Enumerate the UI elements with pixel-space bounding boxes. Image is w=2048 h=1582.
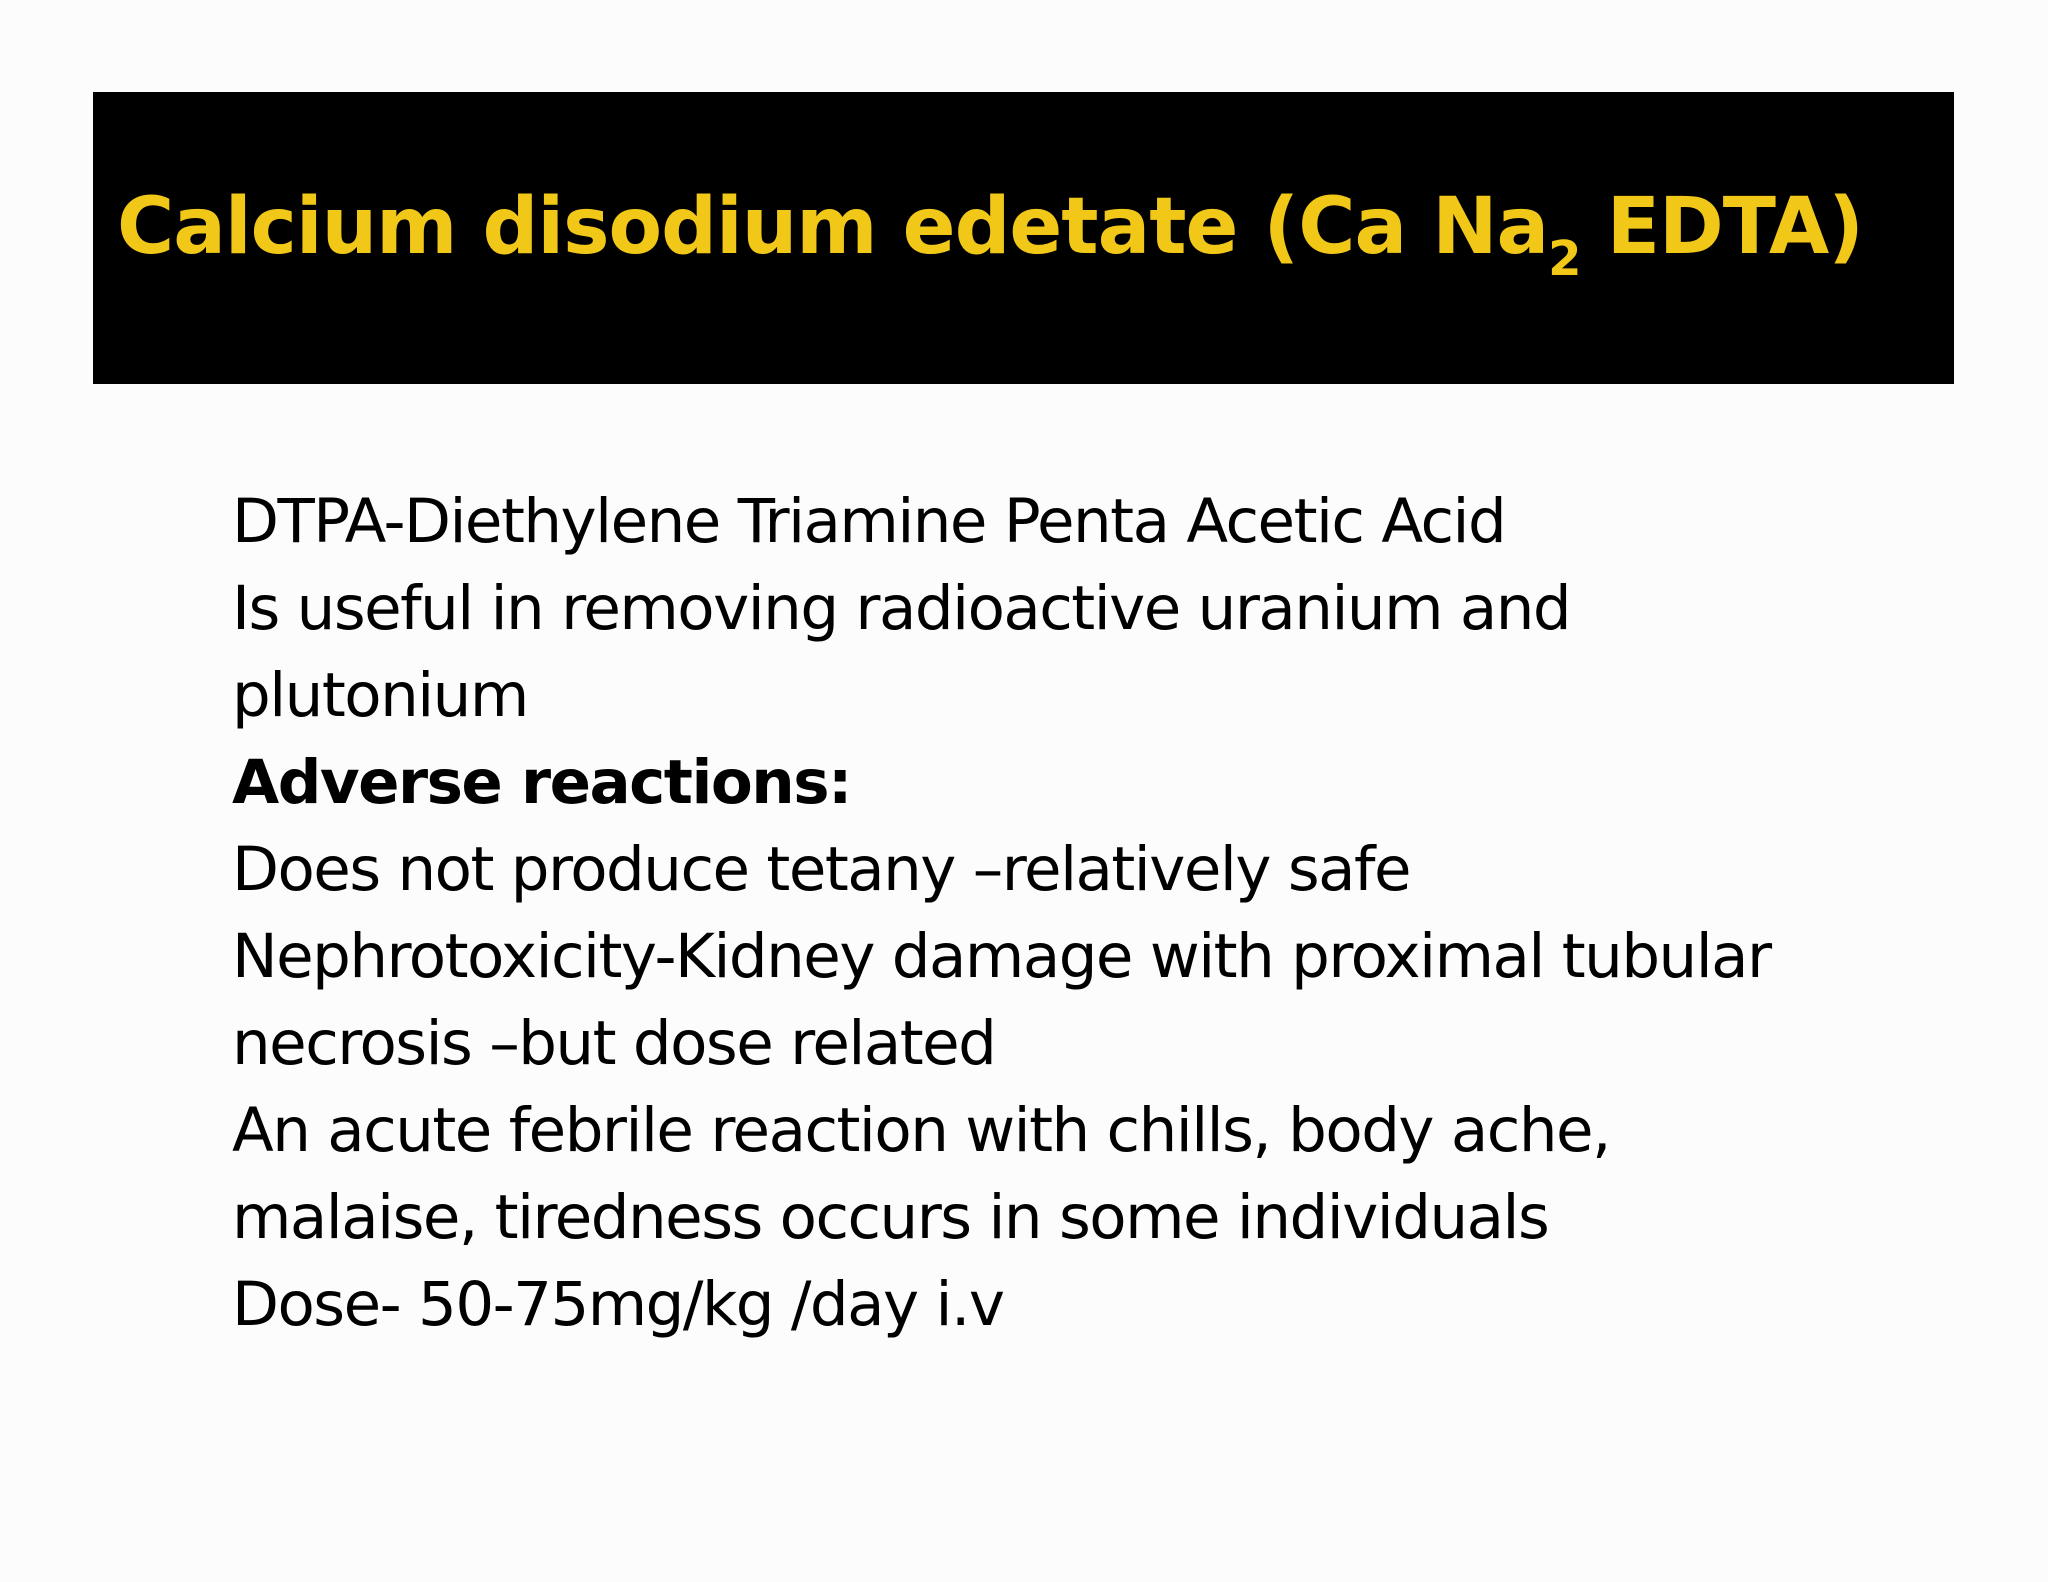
- title-bar: [93, 92, 1954, 384]
- title-suffix: EDTA): [1580, 182, 1863, 272]
- body-line-febrile-cont: malaise, tiredness occurs in some individuals: [232, 1182, 1549, 1253]
- body-line-usefulness-cont: plutonium: [232, 660, 528, 731]
- body-line-dose: Dose- 50-75mg/kg /day i.v: [232, 1269, 1004, 1340]
- body-line-usefulness: Is useful in removing radioactive uranium and: [232, 573, 1571, 644]
- title-main: Calcium disodium edetate (Ca Na: [117, 182, 1549, 272]
- title-subscript: 2: [1548, 231, 1581, 287]
- slide-body: [232, 478, 1832, 1348]
- body-line-febrile: An acute febrile reaction with chills, body ache,: [232, 1095, 1610, 1166]
- body-line-dtpa: DTPA-Diethylene Triamine Penta Acetic Acid: [232, 486, 1506, 557]
- slide-title: [117, 182, 1863, 287]
- adverse-reactions-heading: Adverse reactions:: [232, 747, 851, 818]
- body-line-tetany: Does not produce tetany –relatively safe: [232, 834, 1410, 905]
- body-line-nephrotoxicity: Nephrotoxicity-Kidney damage with proximal tubular: [232, 921, 1771, 992]
- body-line-nephrotoxicity-cont: necrosis –but dose related: [232, 1008, 996, 1079]
